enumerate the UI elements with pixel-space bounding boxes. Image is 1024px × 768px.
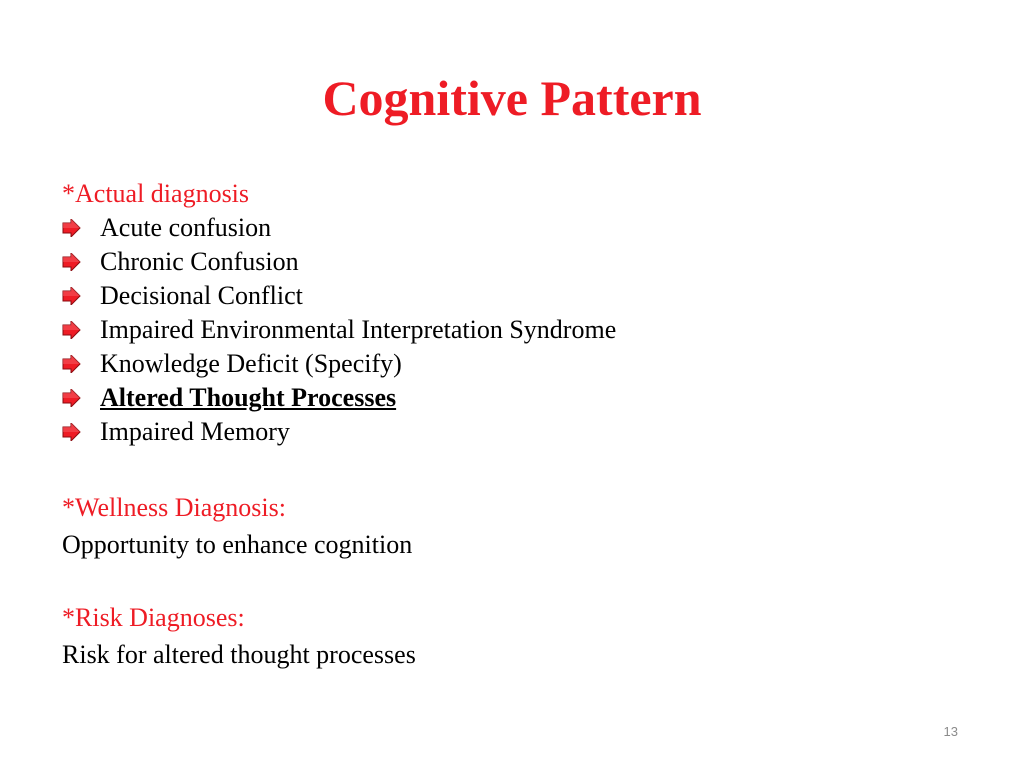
list-item — [62, 347, 962, 381]
red-arrow-bullet-icon — [62, 355, 81, 373]
list-item-label-emphasized: Altered Thought Processes — [100, 383, 397, 412]
red-arrow-bullet-icon — [62, 389, 81, 407]
page-number: 13 — [943, 724, 958, 739]
list-item-label: Acute confusion — [100, 213, 272, 242]
red-arrow-bullet-icon — [62, 253, 81, 271]
actual-diagnosis-heading: *Actual diagnosis — [62, 179, 250, 208]
slide-content — [62, 177, 962, 671]
risk-diagnoses-heading: *Risk Diagnoses: — [62, 603, 245, 632]
list-item — [62, 279, 962, 313]
risk-diagnoses-text: Risk for altered thought processes — [62, 640, 416, 669]
list-item-label: Chronic Confusion — [100, 247, 299, 276]
list-item-label: Impaired Environmental Interpretation Syndrome — [100, 315, 617, 344]
red-arrow-bullet-icon — [62, 219, 81, 237]
section-gap — [62, 561, 962, 601]
red-arrow-bullet-icon — [62, 423, 81, 441]
actual-diagnosis-list — [62, 211, 962, 449]
list-item-label: Knowledge Deficit (Specify) — [100, 349, 402, 378]
section-gap — [62, 449, 962, 491]
list-item-label: Impaired Memory — [100, 417, 290, 446]
red-arrow-bullet-icon — [62, 321, 81, 339]
list-item — [62, 313, 962, 347]
list-item — [62, 245, 962, 279]
list-item — [62, 211, 962, 245]
slide-title: Cognitive Pattern — [322, 70, 702, 126]
list-item-label: Decisional Conflict — [100, 281, 303, 310]
red-arrow-bullet-icon — [62, 287, 81, 305]
list-item — [62, 381, 962, 415]
wellness-diagnosis-text: Opportunity to enhance cognition — [62, 530, 413, 559]
wellness-diagnosis-heading: *Wellness Diagnosis: — [62, 493, 286, 522]
list-item — [62, 415, 962, 449]
